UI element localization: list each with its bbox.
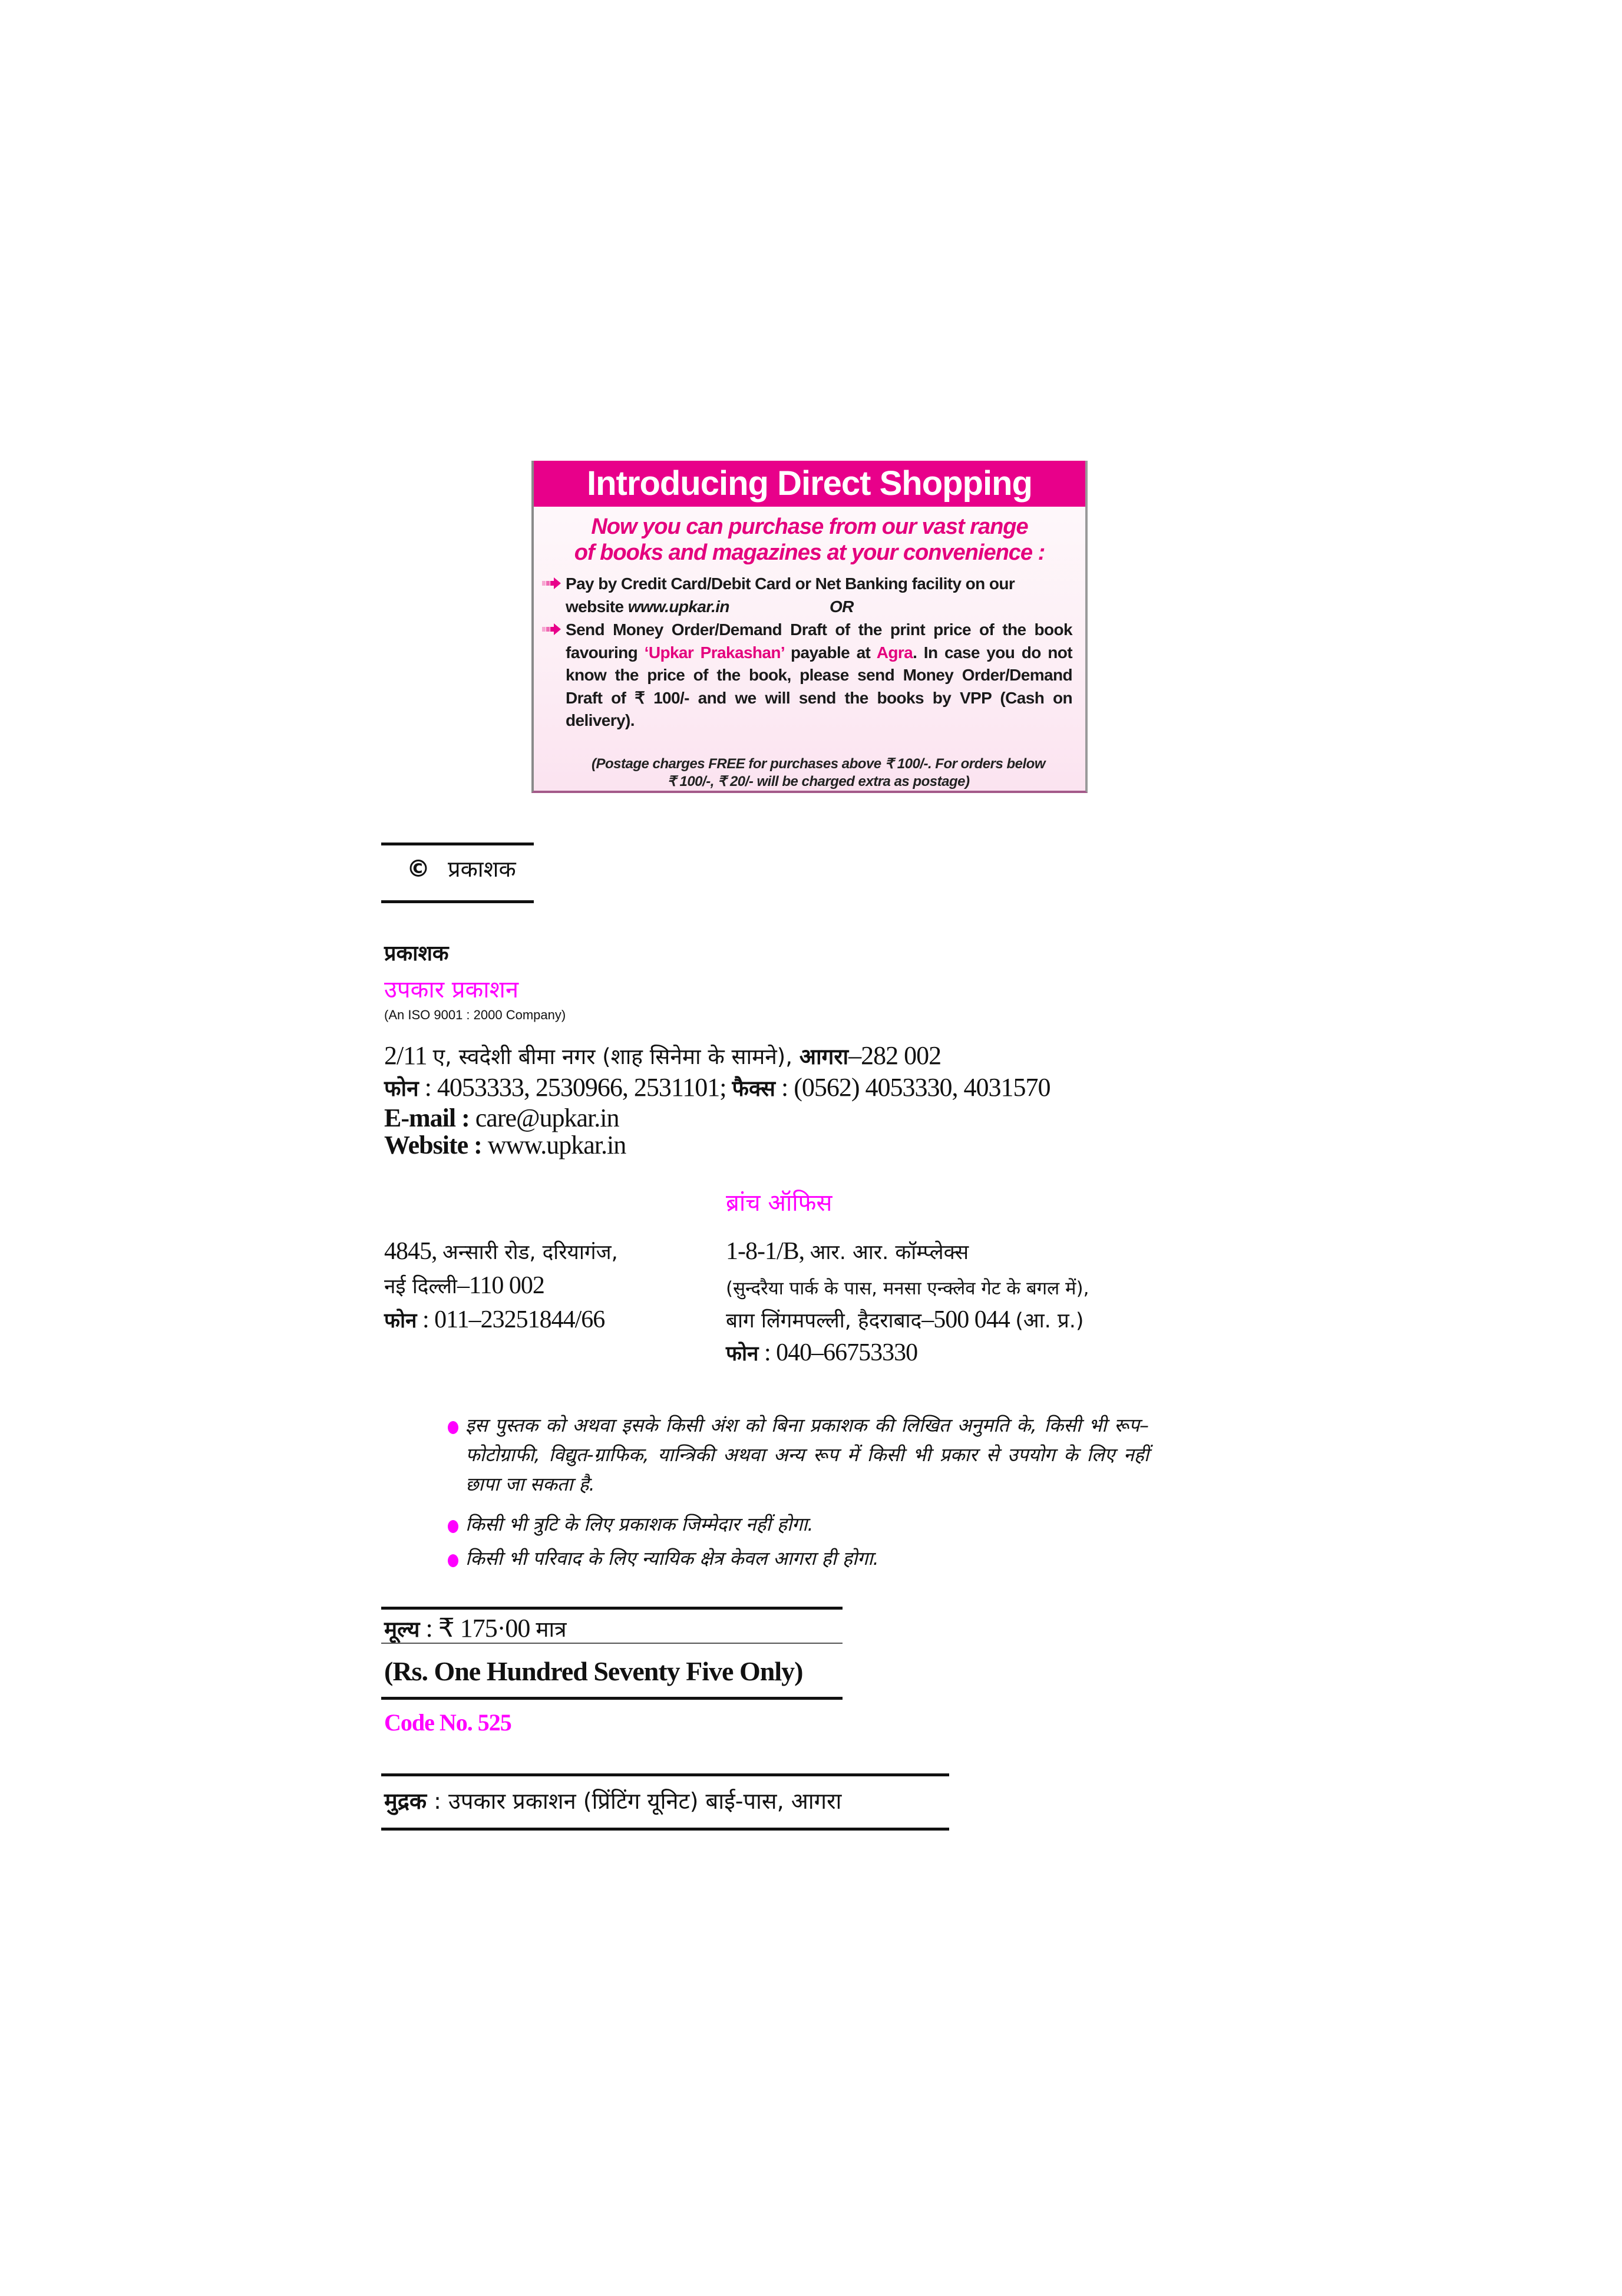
- hyderabad-number: 1-8-1/B,: [726, 1238, 810, 1265]
- price-value: : ₹ 175·00: [419, 1614, 536, 1643]
- arrow-right-icon: [542, 577, 561, 589]
- delhi-street: अन्सारी रोड, दरियागंज,: [442, 1241, 618, 1264]
- ad-tagline-line-1: Now you can purchase from our vast range: [591, 514, 1028, 539]
- delhi-city: नई दिल्ली: [384, 1275, 457, 1299]
- copyright-icon: ©: [407, 855, 430, 883]
- bullet1-line1: Pay by Credit Card/Debit Card or Net Banking facility on our: [566, 574, 1015, 593]
- ad-bullet-money-order: [542, 619, 1072, 732]
- website-label: Website :: [384, 1131, 482, 1159]
- publisher-name: उपकार प्रकाशन: [384, 976, 519, 1003]
- publisher-address: [384, 1042, 941, 1071]
- price-in-words: (Rs. One Hundred Seventy Five Only): [384, 1656, 803, 1686]
- publisher-label: प्रकाशक: [384, 941, 449, 966]
- ad-tagline: [534, 514, 1085, 566]
- payee-name: ‘Upkar Prakashan’: [644, 643, 784, 662]
- fax-label: फैक्स: [732, 1076, 775, 1101]
- website-link[interactable]: www.upkar.in: [481, 1131, 626, 1159]
- divider: [381, 1773, 949, 1776]
- hyderabad-complex: आर. आर. कॉम्प्लेक्स: [810, 1241, 969, 1264]
- notice-text: किसी भी त्रुटि के लिए प्रकाशक जिम्मेदार नहीं होगा.: [465, 1513, 814, 1535]
- publisher-website: [384, 1131, 626, 1159]
- divider: [381, 900, 534, 903]
- price-suffix: मात्र: [536, 1617, 567, 1642]
- printer-label: मुद्रक: [384, 1788, 427, 1814]
- hyderabad-line-3: [726, 1306, 1084, 1335]
- bullet-dot-icon: [448, 1421, 458, 1434]
- address-text: ए, स्वदेशी बीमा नगर (शाह सिनेमा के सामने),: [432, 1044, 800, 1069]
- phone-value: : 4053333, 2530966, 2531101;: [418, 1073, 732, 1102]
- delhi-line-1: [384, 1237, 618, 1267]
- hyderabad-line-2: [726, 1273, 1089, 1303]
- direct-shopping-ad: [531, 461, 1088, 793]
- copyright-notice: [407, 853, 516, 884]
- price: [384, 1613, 567, 1643]
- notice-text: इस पुस्तक को अथवा इसके किसी अंश को बिना प्रकाशक की लिखित अनुमति के, किसी भी रूप–फोटोग्राफी, विद्युत-ग्राफिक, यान्त्रिकी अथवा अन्य रूप में किसी भी प्रकार से उपयोग के लिए नहीं छापा जा सकता है.: [465, 1414, 1149, 1495]
- divider: [381, 843, 534, 845]
- arrow-right-icon: [542, 623, 561, 635]
- divider: [381, 1643, 843, 1644]
- notice-item: [465, 1509, 1149, 1539]
- hyderabad-phone-value: : 040–66753330: [758, 1339, 918, 1366]
- hyderabad-state: (आ. प्र.): [1015, 1309, 1084, 1333]
- bullet2-text-mid: payable at: [784, 643, 877, 662]
- divider: [381, 1828, 949, 1831]
- email-label: E-mail :: [384, 1104, 470, 1132]
- bullet1-website-prefix: website: [566, 597, 628, 616]
- address-pin: –282 002: [848, 1041, 942, 1070]
- hyderabad-pin: –500 044: [921, 1306, 1016, 1333]
- ad-tagline-line-2: of books and magazines at your convenience :: [574, 540, 1045, 565]
- or-label: OR: [829, 597, 854, 616]
- code-number: Code No. 525: [384, 1709, 511, 1736]
- delhi-pin: –110 002: [457, 1272, 544, 1299]
- bullet-dot-icon: [448, 1554, 458, 1567]
- notice-item: [465, 1544, 1149, 1573]
- address-city: आगरा: [799, 1044, 849, 1069]
- divider: [381, 1607, 843, 1610]
- email-link[interactable]: care@upkar.in: [469, 1104, 619, 1132]
- notice-item: [465, 1410, 1149, 1499]
- hyderabad-phone: [726, 1339, 917, 1368]
- iso-certification: (An ISO 9001 : 2000 Company): [384, 1007, 566, 1022]
- hyderabad-line-1: [726, 1237, 969, 1267]
- printer-info: [384, 1785, 841, 1816]
- delhi-phone-label: फोन: [384, 1309, 417, 1333]
- hyderabad-city: बाग लिंगमपल्ली, हैदराबाद: [726, 1309, 922, 1333]
- postage-note-line-1: (Postage charges FREE for purchases above ₹ 100/-. For orders below: [591, 756, 1045, 772]
- hyderabad-phone-label: फोन: [726, 1342, 759, 1366]
- publisher-email: [384, 1104, 619, 1132]
- ad-bullet-online-payment: [542, 573, 1072, 618]
- address-number: 2/11: [384, 1041, 433, 1070]
- delhi-number: 4845,: [384, 1238, 442, 1265]
- printer-value: : उपकार प्रकाशन (प्रिंटिंग यूनिट) बाई-पास, आगरा: [427, 1788, 842, 1814]
- postage-note-line-2: ₹ 100/-, ₹ 20/- will be charged extra as postage): [667, 774, 970, 789]
- copyright-holder: प्रकाशक: [448, 856, 516, 882]
- phone-label: फोन: [384, 1076, 419, 1101]
- payable-city: Agra: [876, 643, 913, 662]
- divider: [381, 1697, 843, 1700]
- price-label: मूल्य: [384, 1617, 420, 1642]
- bullet2-text-suffix: . In case you do not know the price of the book, please send Money Order/Demand Draft of ₹ 100/- and we will send the books by VPP (Cash on delivery).: [566, 643, 1072, 729]
- branch-office-title: ब्रांच ऑफिस: [726, 1190, 833, 1217]
- delhi-line-2: [384, 1271, 544, 1301]
- postage-note: [563, 755, 1073, 791]
- notice-text: किसी भी परिवाद के लिए न्यायिक क्षेत्र केवल आगरा ही होगा.: [465, 1547, 879, 1570]
- ad-title: Introducing Direct Shopping: [534, 461, 1085, 507]
- ad-website-link[interactable]: www.upkar.in: [627, 597, 729, 616]
- hyderabad-landmark: (सुन्दरैया पार्क के पास, मनसा एन्क्लेव गेट के बगल में),: [726, 1278, 1089, 1299]
- fax-value: : (0562) 4053330, 4031570: [775, 1073, 1050, 1102]
- delhi-phone: [384, 1306, 604, 1335]
- delhi-phone-value: : 011–23251844/66: [417, 1306, 605, 1333]
- bullet2-text-prefix: Send Money Order/Demand Draft of the print price of the book favouring: [566, 620, 1072, 662]
- publisher-contact: [384, 1073, 1050, 1103]
- bullet-dot-icon: [448, 1520, 458, 1533]
